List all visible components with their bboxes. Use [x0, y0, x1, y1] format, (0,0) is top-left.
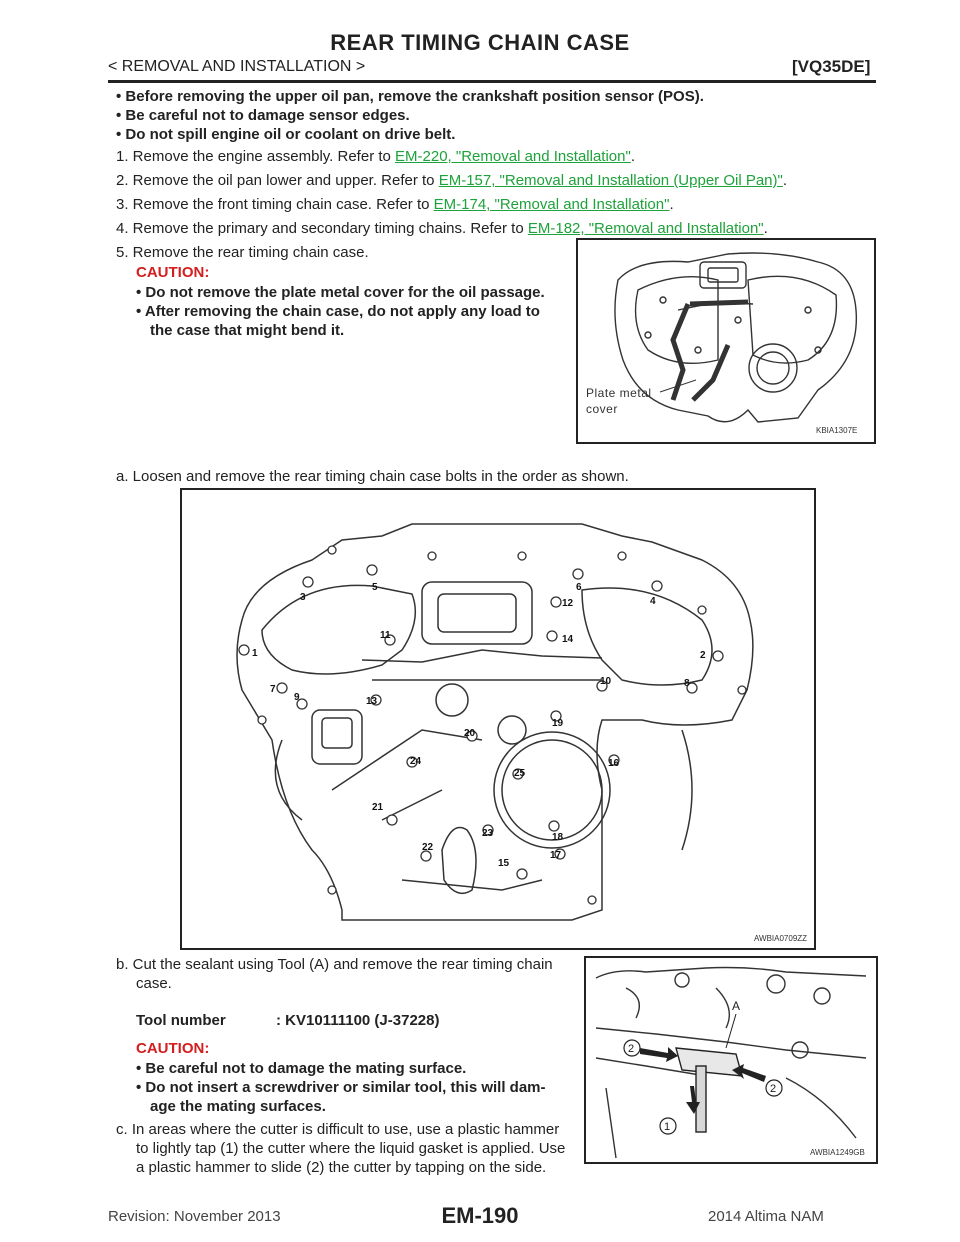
caution2-item-3: age the mating surfaces. — [150, 1098, 326, 1115]
label-plate-metal-line2: cover — [586, 402, 618, 416]
figure1-id: KBIA1307E — [816, 426, 858, 435]
bolt-number: 6 — [576, 582, 582, 593]
figure2-id: AWBIA0709ZZ — [754, 934, 808, 943]
bolt-number: 15 — [498, 858, 510, 869]
step-3: 3. Remove the front timing chain case. Refer to EM-174, "Removal and Installation". — [116, 196, 674, 213]
caution1-item-1: • Do not remove the plate metal cover for the oil passage. — [136, 284, 545, 301]
header-rule — [108, 80, 876, 83]
bolt-number: 9 — [294, 692, 300, 703]
bolt-number: 21 — [372, 802, 384, 813]
section-breadcrumb: < REMOVAL AND INSTALLATION > — [108, 58, 366, 75]
step-2: 2. Remove the oil pan lower and upper. Refer to EM-157, "Removal and Installation (Upper Oil Pan)". — [116, 172, 788, 189]
substep-a: a. Loosen and remove the rear timing chain case bolts in the order as shown. — [116, 468, 629, 485]
caution2-item-1: • Be careful not to damage the mating surface. — [136, 1060, 467, 1077]
bolt-number: 8 — [684, 678, 690, 689]
caution1-item-3: the case that might bend it. — [150, 322, 345, 339]
callout-2-left: 2 — [628, 1043, 635, 1055]
substep-c-line1: c. In areas where the cutter is difficult to use, use a plastic hammer — [116, 1121, 560, 1138]
model-year: 2014 Altima NAM — [708, 1208, 824, 1225]
label-plate-metal-line1: Plate metal — [586, 386, 652, 400]
bolt-number: 13 — [366, 696, 378, 707]
caution-label-1: CAUTION: — [136, 264, 210, 281]
engine-code: [VQ35DE] — [792, 57, 871, 76]
caution2-item-2: • Do not insert a screwdriver or similar tool, this will dam- — [136, 1079, 546, 1096]
callout-2-right: 2 — [770, 1083, 777, 1095]
bolt-number: 7 — [270, 684, 276, 695]
step-1: 1. Remove the engine assembly. Refer to EM-220, "Removal and Installation". — [116, 148, 635, 165]
tool-label-a: A — [732, 999, 741, 1013]
tool-number-value: : KV10111100 (J-37228) — [276, 1012, 440, 1029]
bullet-pos-sensor: • Before removing the upper oil pan, remove the crankshaft position sensor (POS). — [116, 88, 704, 105]
bolt-number: 14 — [562, 634, 574, 645]
bolt-number: 16 — [608, 758, 620, 769]
figure-bolt-order — [180, 488, 816, 950]
link-em-182[interactable]: EM-182, "Removal and Installation" — [527, 220, 764, 237]
substep-c-line3: a plastic hammer to slide (2) the cutter by tapping on the side. — [136, 1159, 547, 1176]
page-title: REAR TIMING CHAIN CASE — [330, 30, 630, 55]
link-em-157[interactable]: EM-157, "Removal and Installation (Upper Oil Pan)" — [438, 172, 783, 189]
callout-1: 1 — [664, 1121, 671, 1133]
step-4: 4. Remove the primary and secondary timing chains. Refer to EM-182, "Removal and Installation". — [116, 220, 768, 237]
figure-plate-metal-cover — [576, 238, 876, 444]
substep-b-line1: b. Cut the sealant using Tool (A) and remove the rear timing chain — [116, 956, 553, 973]
caution-label-2: CAUTION: — [136, 1040, 210, 1057]
rear-case-small-drawing — [578, 240, 874, 442]
bolt-number: 19 — [552, 718, 564, 729]
bolt-number: 5 — [372, 582, 378, 593]
bolt-number: 12 — [562, 598, 574, 609]
bullet-sensor-edges: • Be careful not to damage sensor edges. — [116, 107, 410, 124]
bolt-number: 20 — [464, 728, 476, 739]
bolt-number: 23 — [482, 828, 494, 839]
figure-sealant-cutter — [584, 956, 878, 1164]
bolt-number: 17 — [550, 850, 562, 861]
bullet-engine-oil: • Do not spill engine oil or coolant on drive belt. — [116, 126, 456, 143]
link-em-174[interactable]: EM-174, "Removal and Installation" — [433, 196, 670, 213]
bolt-number: 18 — [552, 832, 564, 843]
page-number: EM-190 — [441, 1203, 519, 1228]
bolt-number: 24 — [410, 756, 422, 767]
bolt-number: 1 — [252, 648, 258, 659]
substep-c-line2: to lightly tap (1) the cutter where the liquid gasket is applied. Use — [136, 1140, 566, 1157]
link-em-220[interactable]: EM-220, "Removal and Installation" — [395, 148, 631, 165]
bolt-number: 11 — [380, 630, 391, 641]
tool-number-label: Tool number — [136, 1012, 226, 1029]
bolt-number: 2 — [700, 650, 706, 661]
bolt-number: 4 — [650, 596, 656, 607]
step-5: 5. Remove the rear timing chain case. — [116, 244, 369, 261]
revision-date: Revision: November 2013 — [108, 1208, 281, 1225]
caution1-item-2: • After removing the chain case, do not apply any load to — [136, 303, 540, 320]
figure3-id: AWBIA1249GB — [810, 1148, 865, 1157]
bolt-number: 22 — [422, 842, 434, 853]
cutter-tool-drawing — [586, 958, 876, 1162]
bolt-number: 10 — [600, 676, 612, 687]
rear-case-bolt-diagram — [182, 490, 814, 948]
bolt-number: 3 — [300, 592, 306, 603]
substep-b-line2: case. — [136, 975, 172, 992]
bolt-number: 25 — [514, 768, 526, 779]
